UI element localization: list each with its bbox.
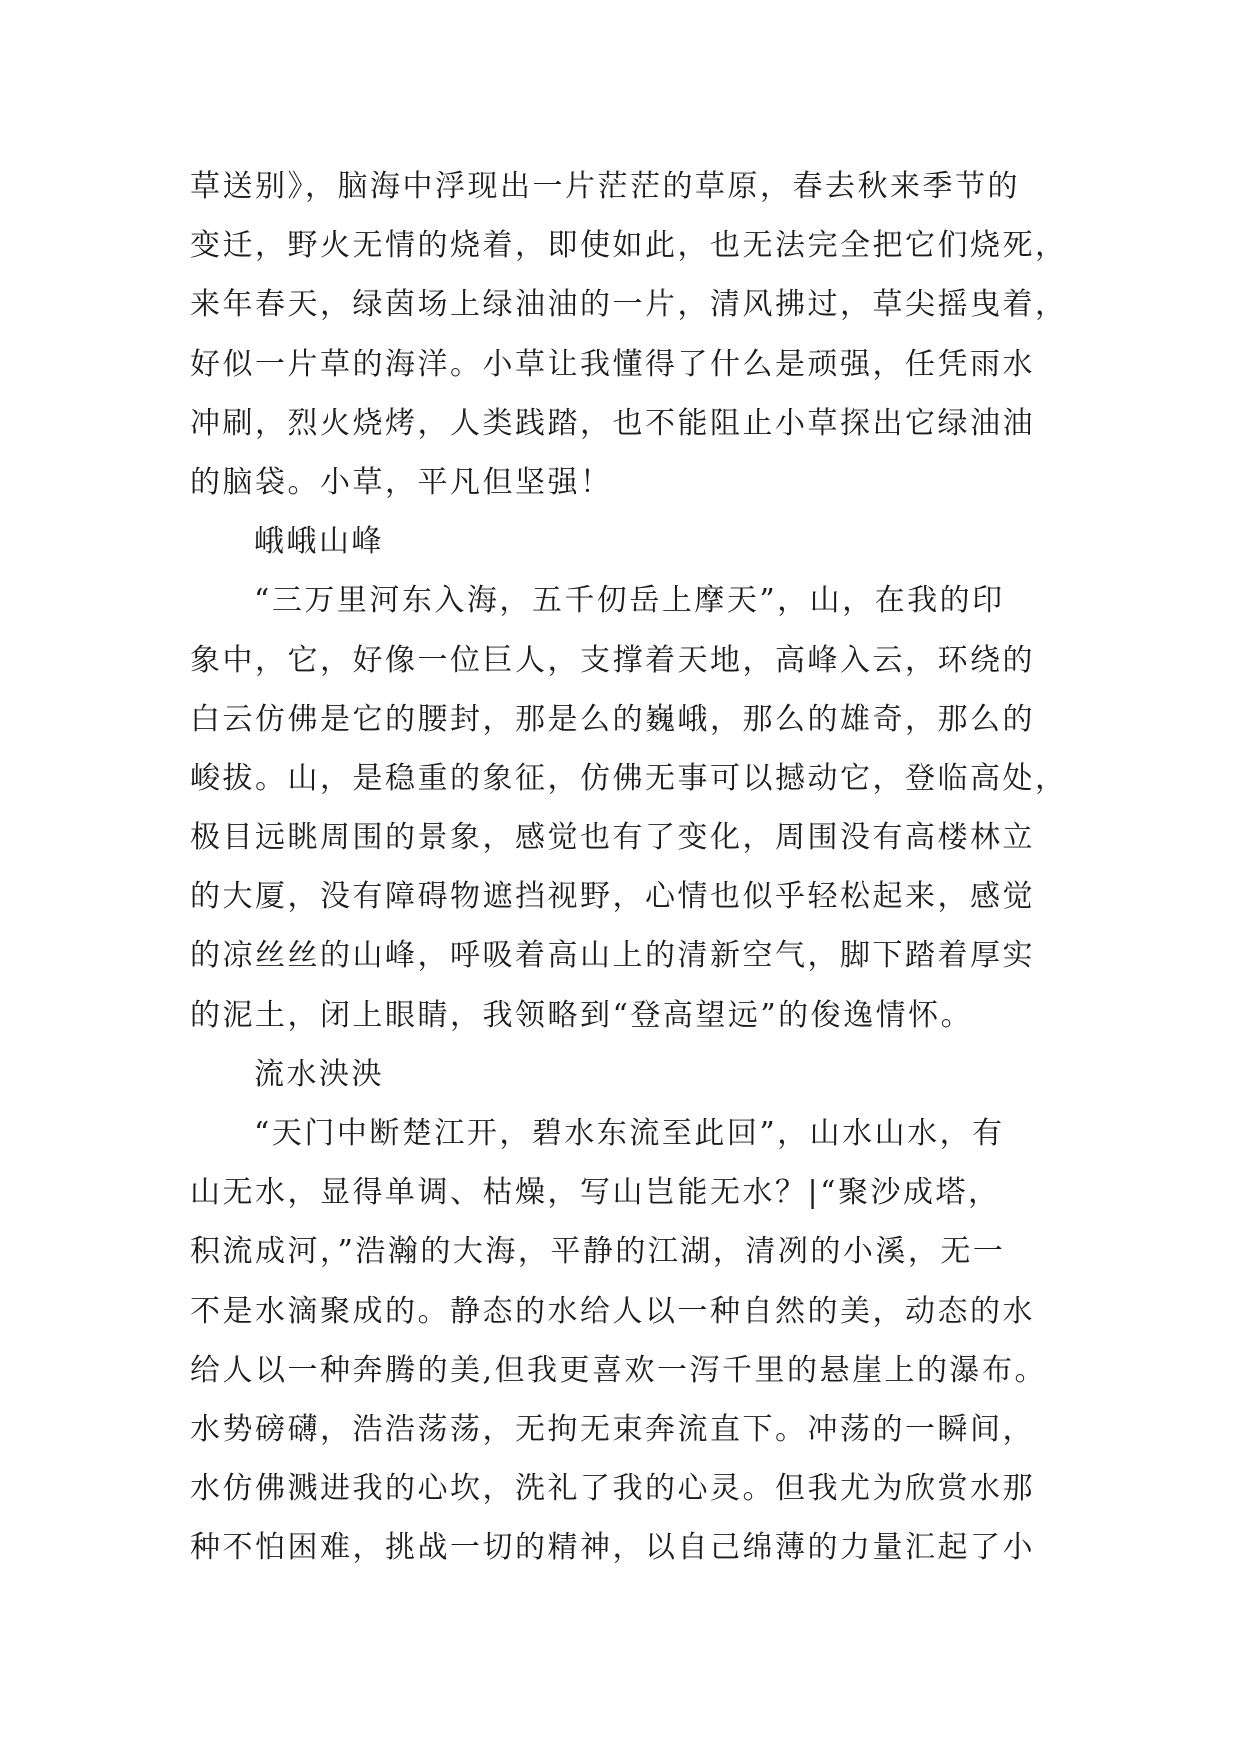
text-line: 白云仿佛是它的腰封，那是么的巍峨，那么的雄奇，那么的 bbox=[190, 701, 1035, 737]
text-line: 峻拔。山，是稳重的象征，仿佛无事可以撼动它，登临高处， bbox=[190, 760, 1068, 796]
text-line: 给人以一种奔腾的美,但我更喜欢一泻千里的悬崖上的瀑布。 bbox=[190, 1352, 1048, 1388]
section-heading: 峨峨山峰 bbox=[254, 524, 384, 560]
text-line: 冲刷，烈火烧烤，人类践踏，也不能阻止小草探出它绿油油 bbox=[190, 405, 1035, 441]
text-line: 来年春天，绿茵场上绿油油的一片，清风拂过，草尖摇曳着， bbox=[190, 287, 1068, 323]
text-line: 变迁，野火无情的烧着，即使如此，也无法完全把它们烧死， bbox=[190, 228, 1068, 264]
paragraph-first-line: “天门中断楚江开，碧水东流至此回”，山水山水，有 bbox=[254, 1116, 1005, 1151]
text-line: 山无水，显得单调、枯燥，写山岂能无水？|“聚沙成塔， bbox=[190, 1175, 1001, 1211]
section-heading: 流水泱泱 bbox=[254, 1056, 384, 1092]
text-line: 的泥土，闭上眼睛，我领略到“登高望远”的俊逸情怀。 bbox=[190, 997, 974, 1033]
body-text bbox=[190, 157, 1068, 1578]
text-line: 不是水滴聚成的。静态的水给人以一种自然的美，动态的水 bbox=[190, 1293, 1035, 1329]
text-line: 水仿佛溅进我的心坎，洗礼了我的心灵。但我尤为欣赏水那 bbox=[190, 1471, 1035, 1507]
paragraph-first-line: “三万里河东入海，五千仞岳上摩天”，山，在我的印 bbox=[254, 583, 1005, 619]
text-line: 种不怕困难，挑战一切的精神，以自己绵薄的力量汇起了小 bbox=[190, 1530, 1035, 1566]
text-line: 草送别》，脑海中浮现出一片茫茫的草原，春去秋来季节的 bbox=[190, 169, 1020, 204]
text-line: 的脑袋。小草，平凡但坚强！ bbox=[190, 464, 613, 500]
text-line: 的凉丝丝的山峰，呼吸着高山上的清新空气，脚下踏着厚实 bbox=[190, 938, 1035, 974]
text-line: 象中，它，好像一位巨人，支撑着天地，高峰入云，环绕的 bbox=[190, 642, 1035, 678]
text-line: 积流成河，”浩瀚的大海，平静的江湖，清冽的小溪，无一 bbox=[190, 1234, 1006, 1270]
text-line: 的大厦，没有障碍物遮挡视野，心情也似乎轻松起来，感觉 bbox=[190, 879, 1035, 915]
text-line: 水势磅礴，浩浩荡荡，无拘无束奔流直下。冲荡的一瞬间， bbox=[190, 1411, 1035, 1447]
text-line: 好似一片草的海洋。小草让我懂得了什么是顽强，任凭雨水 bbox=[190, 346, 1035, 382]
text-line: 极目远眺周围的景象，感觉也有了变化，周围没有高楼林立 bbox=[190, 820, 1035, 856]
